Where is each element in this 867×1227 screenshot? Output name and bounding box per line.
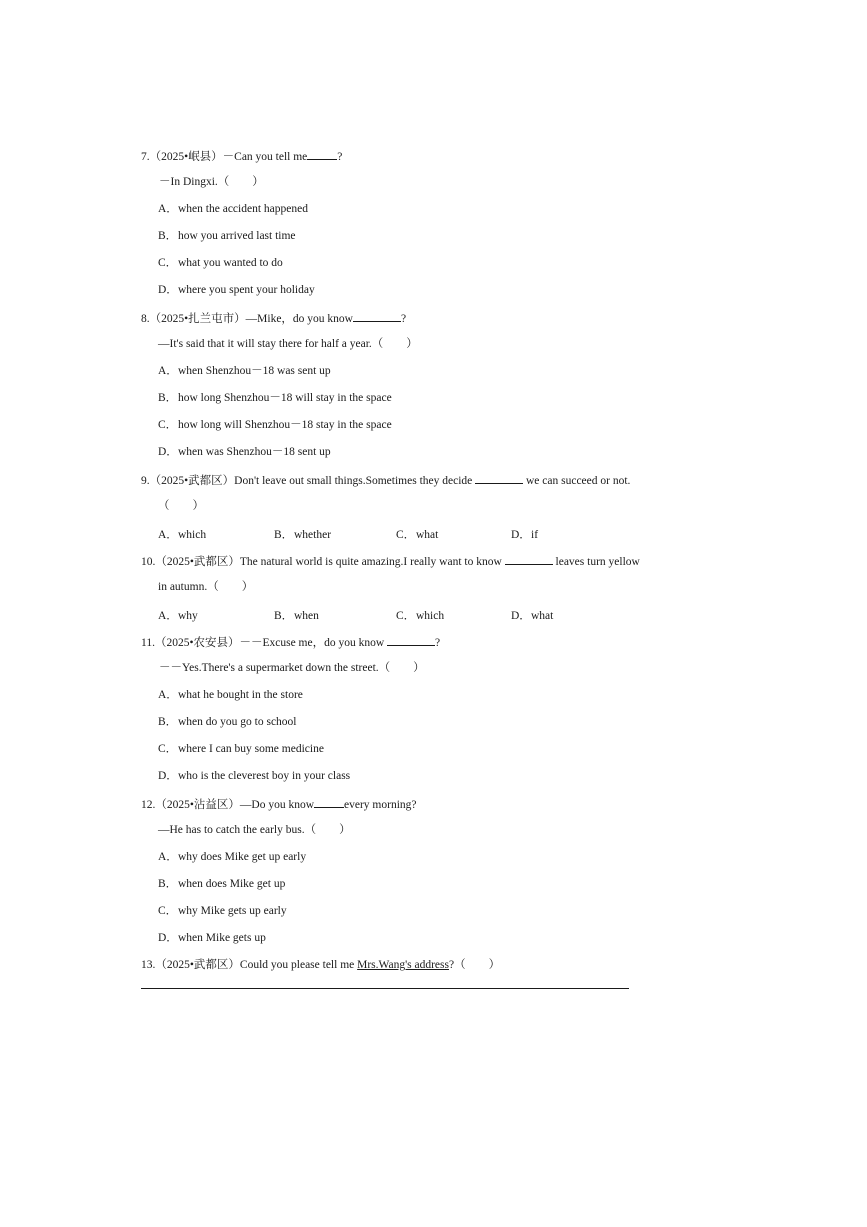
- question-9-suffix: we can succeed or not.: [526, 475, 631, 487]
- option-letter: B．: [274, 610, 294, 622]
- question-10-option-d[interactable]: [511, 607, 553, 623]
- option-letter: A．: [158, 851, 178, 863]
- option-letter: C．: [158, 257, 178, 269]
- option-text: which: [416, 610, 445, 622]
- question-11-option-c[interactable]: [158, 742, 324, 756]
- question-7-stem: [141, 148, 342, 164]
- question-10-stem: [141, 553, 640, 569]
- question-9-text: 9.（2025•武都区）Don't leave out small things.Sometimes they decide: [141, 475, 473, 487]
- question-10-option-a[interactable]: [158, 607, 198, 623]
- question-11-text: 11.（2025•农安县）－－Excuse me，do you know: [141, 637, 385, 649]
- question-12-option-d[interactable]: [158, 931, 266, 945]
- option-letter: D．: [511, 610, 531, 622]
- answer-blank: [505, 553, 553, 565]
- answer-blank: [353, 310, 401, 322]
- option-text: when: [294, 610, 319, 622]
- option-letter: D．: [158, 932, 178, 944]
- question-10-reply: in autumn.（ ）: [158, 581, 254, 593]
- option-text: what: [531, 610, 554, 622]
- option-text: when do you go to school: [178, 716, 297, 728]
- question-12-option-b[interactable]: [158, 877, 285, 891]
- option-letter: D．: [158, 770, 178, 782]
- question-8-option-d[interactable]: [158, 445, 331, 459]
- question-11-option-b[interactable]: [158, 715, 297, 729]
- answer-blank: [314, 796, 344, 808]
- question-9-stem: [141, 472, 630, 488]
- question-7-option-b[interactable]: [158, 229, 296, 243]
- option-text: how long will Shenzhou－18 stay in the space: [178, 419, 392, 431]
- question-10-text: 10.（2025•武都区）The natural world is quite amazing.I really want to know: [141, 556, 502, 568]
- option-letter: A．: [158, 203, 178, 215]
- question-7-option-c[interactable]: [158, 256, 283, 270]
- question-11-option-a[interactable]: [158, 688, 303, 702]
- question-10-option-b[interactable]: [274, 607, 319, 623]
- question-12-option-a[interactable]: [158, 850, 306, 864]
- option-text: who is the cleverest boy in your class: [178, 770, 351, 782]
- option-text: whether: [294, 529, 332, 541]
- question-10-option-c[interactable]: [396, 607, 444, 623]
- option-letter: C．: [158, 743, 178, 755]
- option-letter: B．: [274, 529, 294, 541]
- option-letter: C．: [158, 905, 178, 917]
- option-text: when Mike gets up: [178, 932, 266, 944]
- question-11-option-d[interactable]: [158, 769, 350, 783]
- option-letter: D．: [511, 529, 531, 541]
- question-13-suffix: ?（ ）: [448, 959, 501, 971]
- option-text: why Mike gets up early: [178, 905, 287, 917]
- answer-blank: [475, 472, 523, 484]
- question-11-suffix: ?: [435, 637, 441, 649]
- question-8-option-b[interactable]: [158, 391, 392, 405]
- option-text: when does Mike get up: [178, 878, 286, 890]
- page-divider: [141, 988, 629, 989]
- question-11-stem: [141, 634, 440, 650]
- answer-blank: [387, 634, 435, 646]
- option-letter: B．: [158, 878, 178, 890]
- option-text: how long Shenzhou－18 will stay in the space: [178, 392, 392, 404]
- question-8-option-a[interactable]: [158, 364, 331, 378]
- question-9-option-b[interactable]: [274, 526, 331, 542]
- option-letter: A．: [158, 689, 178, 701]
- option-text: what you wanted to do: [178, 257, 283, 269]
- question-12-option-c[interactable]: [158, 904, 287, 918]
- option-letter: C．: [396, 529, 416, 541]
- question-8-reply: —It's said that it will stay there for half a year.（ ）: [158, 338, 418, 350]
- question-8-text: 8.（2025•扎兰屯市）—Mike，do you know: [141, 313, 353, 325]
- option-text: when the accident happened: [178, 203, 308, 215]
- question-8-stem: [141, 310, 406, 326]
- question-8-option-c[interactable]: [158, 418, 392, 432]
- question-8-suffix: ?: [400, 313, 407, 325]
- underlined-phrase: Mrs.Wang's address: [357, 959, 449, 971]
- question-7-reply: －In Dingxi.（ ）: [159, 176, 264, 188]
- question-12-stem: [141, 796, 417, 812]
- question-12-reply: —He has to catch the early bus.（ ）: [158, 824, 351, 836]
- option-text: when was Shenzhou－18 sent up: [178, 446, 331, 458]
- question-12-suffix: every morning?: [344, 799, 417, 811]
- question-7-option-a[interactable]: [158, 202, 308, 216]
- question-13-text: 13.（2025•武都区）Could you please tell me: [141, 959, 358, 971]
- option-letter: C．: [396, 610, 416, 622]
- question-9-option-a[interactable]: [158, 526, 206, 542]
- question-10-suffix: leaves turn yellow: [555, 556, 640, 568]
- question-7-suffix: ?: [337, 151, 343, 163]
- option-letter: B．: [158, 716, 178, 728]
- option-text: which: [178, 529, 207, 541]
- question-9-option-d[interactable]: [511, 526, 538, 542]
- question-9-reply: （ ）: [158, 500, 204, 512]
- option-letter: D．: [158, 284, 178, 296]
- question-7-text: 7.（2025•岷县）－Can you tell me: [141, 151, 308, 163]
- option-text: where you spent your holiday: [178, 284, 315, 296]
- option-letter: D．: [158, 446, 178, 458]
- option-letter: A．: [158, 610, 178, 622]
- option-text: what he bought in the store: [178, 689, 303, 701]
- option-text: what: [416, 529, 439, 541]
- option-text: why does Mike get up early: [178, 851, 307, 863]
- question-9-option-c[interactable]: [396, 526, 438, 542]
- option-letter: A．: [158, 529, 178, 541]
- question-13-stem: [141, 958, 500, 972]
- question-12-text: 12.（2025•沾益区）—Do you know: [141, 799, 315, 811]
- option-text: where I can buy some medicine: [178, 743, 324, 755]
- option-text: if: [531, 529, 539, 541]
- option-letter: C．: [158, 419, 178, 431]
- option-letter: B．: [158, 230, 178, 242]
- answer-blank: [307, 148, 337, 160]
- option-letter: B．: [158, 392, 178, 404]
- question-7-option-d[interactable]: [158, 283, 315, 297]
- question-11-reply: －－Yes.There's a supermarket down the street.（ ）: [159, 662, 425, 674]
- option-letter: A．: [158, 365, 178, 377]
- option-text: when Shenzhou－18 was sent up: [178, 365, 331, 377]
- option-text: why: [178, 610, 198, 622]
- option-text: how you arrived last time: [178, 230, 296, 242]
